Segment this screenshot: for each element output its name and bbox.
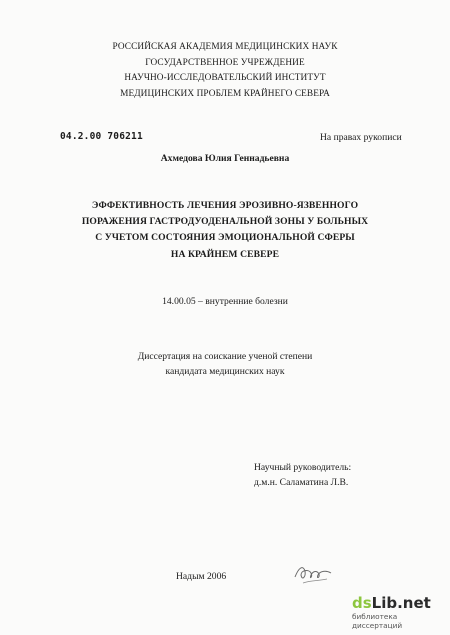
title-line-3: С УЧЕТОМ СОСТОЯНИЯ ЭМОЦИОНАЛЬНОЙ СФЕРЫ <box>95 232 355 243</box>
watermark-logo: dsLib.net <box>352 594 431 612</box>
registration-stamp-number: 04.2.00 706211 <box>60 131 143 142</box>
rights-note: На правах рукописи <box>320 132 402 143</box>
degree-line-2: кандидата медицинских наук <box>165 366 285 377</box>
dslib-watermark <box>352 595 447 630</box>
handwritten-signature <box>293 561 335 587</box>
specialty: 14.00.05 – внутренние болезни <box>162 296 288 307</box>
title-line-1: ЭФФЕКТИВНОСТЬ ЛЕЧЕНИЯ ЭРОЗИВНО-ЯЗВЕННОГО <box>91 200 359 211</box>
place-year: Надым 2006 <box>176 571 227 582</box>
supervisor-label: Научный руководитель: <box>254 462 352 473</box>
institution-line-4: МЕДИЦИНСКИХ ПРОБЛЕМ КРАЙНЕГО СЕВЕРА <box>120 89 330 99</box>
institution-line-1: РОССИЙСКАЯ АКАДЕМИЯ МЕДИЦИНСКИХ НАУК <box>112 42 338 52</box>
title-line-4: НА КРАЙНЕМ СЕВЕРЕ <box>170 249 280 260</box>
author-name: Ахмедова Юлия Геннадьевна <box>160 153 290 164</box>
institution-line-3: НАУЧНО-ИССЛЕДОВАТЕЛЬСКИЙ ИНСТИТУТ <box>124 73 326 83</box>
institution-line-2: ГОСУДАРСТВЕННОЕ УЧРЕЖДЕНИЕ <box>145 58 305 68</box>
supervisor-name: д.м.н. Саламатина Л.В. <box>254 477 349 488</box>
title-line-2: ПОРАЖЕНИЯ ГАСТРОДУОДЕНАЛЬНОЙ ЗОНЫ У БОЛЬНЫХ <box>81 216 369 227</box>
degree-line-1: Диссертация на соискание ученой степени <box>137 351 313 362</box>
watermark-tagline: библиотека диссертаций <box>352 612 403 630</box>
